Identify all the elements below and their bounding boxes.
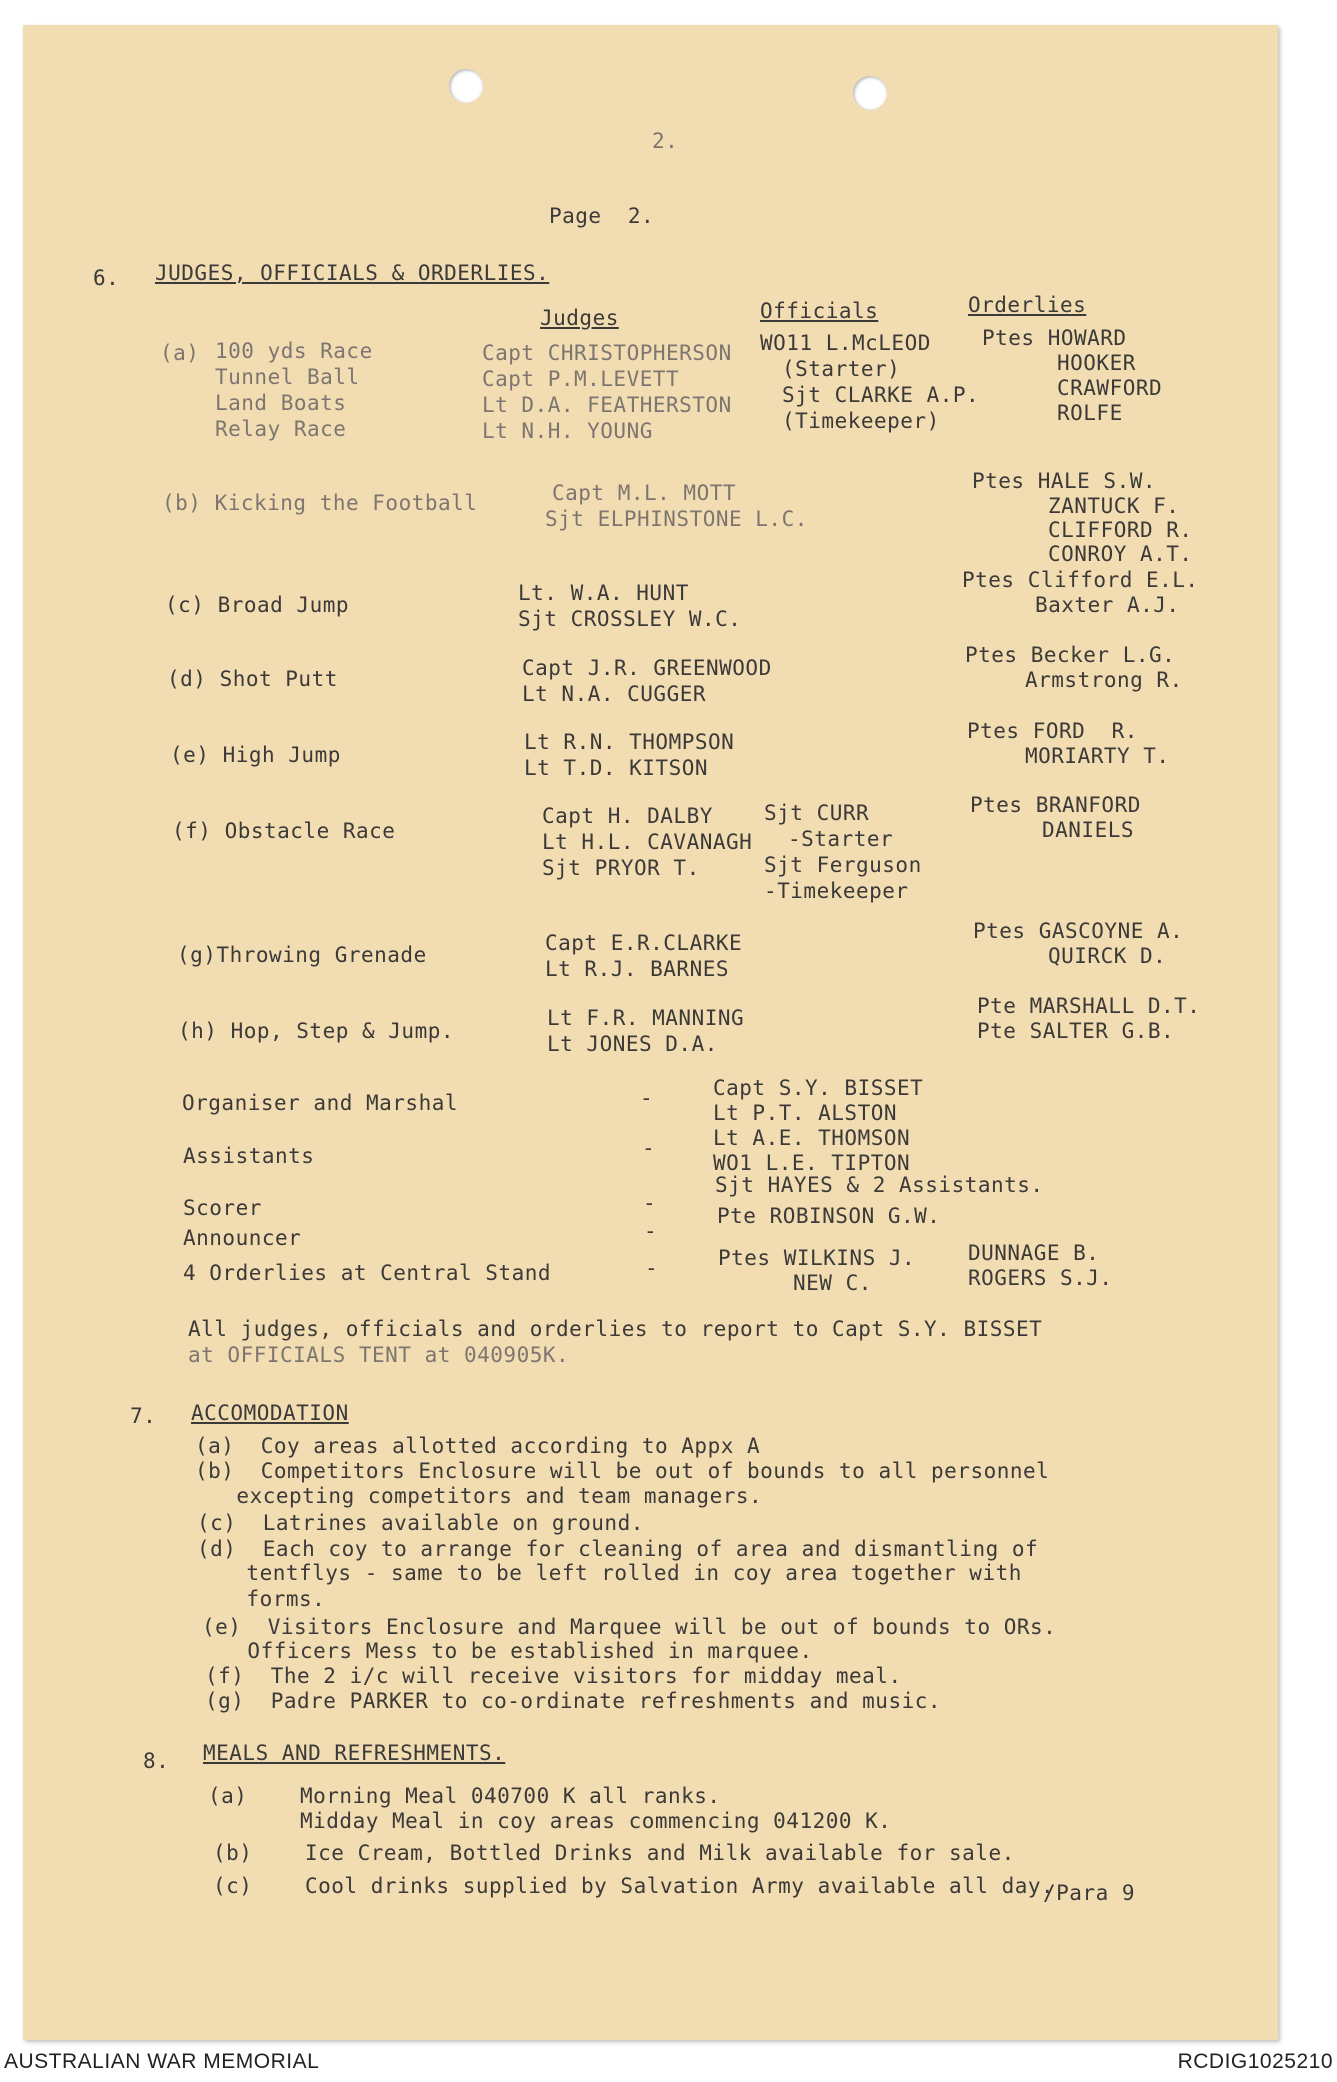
role-name: Lt A.E. THOMSON <box>713 1126 911 1150</box>
page-mark: 2. <box>652 129 679 153</box>
official-name: WO11 L.McLEOD <box>760 331 931 355</box>
judge-name: Capt J.R. GREENWOOD <box>522 656 772 680</box>
orderly-name: QUIRCK D. <box>1048 944 1167 968</box>
role-label: Organiser and Marshal <box>182 1091 459 1115</box>
official-name: Sjt Ferguson <box>764 853 922 877</box>
event-name: (f) Obstacle Race <box>172 819 396 843</box>
role-name: DUNNAGE B. <box>968 1241 1100 1265</box>
orderly-name: Ptes Clifford E.L. <box>962 568 1199 592</box>
judge-name: Lt N.H. YOUNG <box>482 419 653 443</box>
orderly-name: Ptes GASCOYNE A. <box>973 919 1184 943</box>
orderly-name: Ptes BRANFORD <box>970 793 1141 817</box>
paragraph-line: (a) Coy areas allotted according to Appx A <box>195 1434 761 1458</box>
event-name: Land Boats <box>215 391 347 415</box>
orderly-name: CONROY A.T. <box>1048 542 1193 566</box>
event-name: 100 yds Race <box>215 339 373 363</box>
judge-name: Capt M.L. MOTT <box>552 481 737 505</box>
judge-name: Capt CHRISTOPHERSON <box>482 341 732 365</box>
page-number: Page 2. <box>549 204 655 228</box>
column-header-officials: Officials <box>760 299 879 323</box>
orderly-name: ROLFE <box>1057 401 1123 425</box>
orderly-name: Armstrong R. <box>1025 668 1183 692</box>
section-number: 7. <box>130 1404 157 1428</box>
section-title: JUDGES, OFFICIALS & ORDERLIES. <box>155 261 550 285</box>
event-name: (h) Hop, Step & Jump. <box>178 1019 455 1043</box>
judge-name: Sjt ELPHINSTONE L.C. <box>545 507 808 531</box>
paragraph-line: Officers Mess to be established in marquee. <box>208 1639 813 1663</box>
orderly-name: Pte MARSHALL D.T. <box>977 994 1201 1018</box>
event-name: (c) Broad Jump <box>165 593 350 617</box>
event-name: Relay Race <box>215 417 347 441</box>
paragraph-line: (d) Each coy to arrange for cleaning of area and dismantling of <box>197 1537 1039 1561</box>
judge-name: Lt R.J. BARNES <box>545 957 730 981</box>
orderly-name: HOOKER <box>1057 351 1136 375</box>
paragraph-line: (b) Competitors Enclosure will be out of bounds to all personnel <box>195 1459 1050 1483</box>
orderly-name: Baxter A.J. <box>1035 593 1180 617</box>
paragraph-line: (c) Cool drinks supplied by Salvation Army available all day. <box>213 1874 1055 1898</box>
role-name: Lt P.T. ALSTON <box>713 1101 898 1125</box>
official-name: Sjt CURR <box>764 801 870 825</box>
role-dash: - <box>645 1256 659 1280</box>
role-dash: - <box>643 1191 657 1215</box>
judge-name: Lt H.L. CAVANAGH <box>542 830 753 854</box>
column-header-orderlies: Orderlies <box>968 293 1087 317</box>
role-label: 4 Orderlies at Central Stand <box>183 1261 552 1285</box>
orderly-name: Ptes Becker L.G. <box>965 643 1176 667</box>
punch-hole-right <box>853 76 887 110</box>
role-name: ROGERS S.J. <box>968 1266 1113 1290</box>
orderly-name: Ptes HOWARD <box>982 326 1127 350</box>
continuation-mark: /Para 9 <box>1043 1881 1136 1905</box>
judge-name: Capt P.M.LEVETT <box>482 367 680 391</box>
judge-name: Capt E.R.CLARKE <box>545 931 743 955</box>
section-title: ACCOMODATION <box>191 1401 349 1425</box>
role-dash: - <box>640 1086 654 1110</box>
official-note: (Starter) <box>782 357 901 381</box>
paragraph-line: forms. <box>207 1587 326 1611</box>
punch-hole-left <box>449 69 483 103</box>
role-label: Scorer <box>183 1196 262 1220</box>
role-label: Assistants <box>183 1144 315 1168</box>
paragraph-line: tentflys - same to be left rolled in coy area together with <box>207 1561 1022 1585</box>
judge-name: Lt F.R. MANNING <box>547 1006 745 1030</box>
section-title: MEALS AND REFRESHMENTS. <box>203 1741 506 1765</box>
paragraph-line: (a) Morning Meal 040700 K all ranks. <box>208 1784 721 1808</box>
judge-name: Lt R.N. THOMPSON <box>524 730 735 754</box>
role-label: Announcer <box>183 1226 302 1250</box>
official-note: -Starter <box>788 827 894 851</box>
role-name: WO1 L.E. TIPTON <box>713 1151 911 1175</box>
judge-name: Capt H. DALBY <box>542 804 713 828</box>
column-header-judges: Judges <box>540 306 619 330</box>
role-dash: - <box>644 1219 658 1243</box>
judge-name: Sjt PRYOR T. <box>542 856 700 880</box>
paragraph-line: (g) Padre PARKER to co-ordinate refreshments and music. <box>205 1689 942 1713</box>
footer-archive-name: AUSTRALIAN WAR MEMORIAL <box>4 2050 320 2073</box>
official-note: (Timekeeper) <box>782 409 940 433</box>
event-name: (d) Shot Putt <box>167 667 338 691</box>
role-name: Sjt HAYES & 2 Assistants. <box>715 1173 1044 1197</box>
orderly-name: MORIARTY T. <box>1025 744 1170 768</box>
paragraph-line: (c) Latrines available on ground. <box>197 1511 644 1535</box>
paragraph-line: (b) Ice Cream, Bottled Drinks and Milk available for sale. <box>213 1841 1015 1865</box>
report-instruction: at OFFICIALS TENT at 040905K. <box>188 1343 570 1367</box>
judge-name: Lt. W.A. HUNT <box>518 581 689 605</box>
role-name: Capt S.Y. BISSET <box>713 1076 924 1100</box>
paragraph-line: excepting competitors and team managers. <box>197 1484 763 1508</box>
official-note: -Timekeeper <box>764 879 909 903</box>
orderly-name: CRAWFORD <box>1057 376 1163 400</box>
section-number: 8. <box>143 1749 170 1773</box>
orderly-name: Ptes HALE S.W. <box>972 469 1157 493</box>
orderly-name: CLIFFORD R. <box>1048 518 1193 542</box>
orderly-name: Pte SALTER G.B. <box>977 1019 1175 1043</box>
paragraph-line: (e) Visitors Enclosure and Marquee will be out of bounds to ORs. <box>202 1615 1057 1639</box>
event-name: Tunnel Ball <box>215 365 360 389</box>
item-label: (a) <box>160 341 200 365</box>
role-name: Ptes WILKINS J. <box>718 1246 916 1270</box>
report-instruction: All judges, officials and orderlies to report to Capt S.Y. BISSET <box>188 1317 1043 1341</box>
judge-name: Lt T.D. KITSON <box>524 756 709 780</box>
role-name: Pte ROBINSON G.W. <box>717 1204 941 1228</box>
event-name: (b) Kicking the Football <box>162 491 478 515</box>
judge-name: Lt N.A. CUGGER <box>522 682 707 706</box>
judge-name: Lt JONES D.A. <box>547 1032 718 1056</box>
event-name: (e) High Jump <box>170 743 341 767</box>
footer-record-id: RCDIG1025210 <box>1177 2050 1333 2073</box>
judge-name: Lt D.A. FEATHERSTON <box>482 393 732 417</box>
paragraph-line: Midday Meal in coy areas commencing 041200 K. <box>208 1809 892 1833</box>
official-name: Sjt CLARKE A.P. <box>782 383 980 407</box>
role-dash: - <box>642 1136 656 1160</box>
orderly-name: DANIELS <box>1042 818 1135 842</box>
role-name: NEW C. <box>793 1271 872 1295</box>
orderly-name: Ptes FORD R. <box>967 719 1138 743</box>
judge-name: Sjt CROSSLEY W.C. <box>518 607 742 631</box>
paragraph-line: (f) The 2 i/c will receive visitors for midday meal. <box>205 1664 902 1688</box>
section-number: 6. <box>93 266 120 290</box>
event-name: (g)Throwing Grenade <box>177 943 427 967</box>
orderly-name: ZANTUCK F. <box>1048 494 1180 518</box>
